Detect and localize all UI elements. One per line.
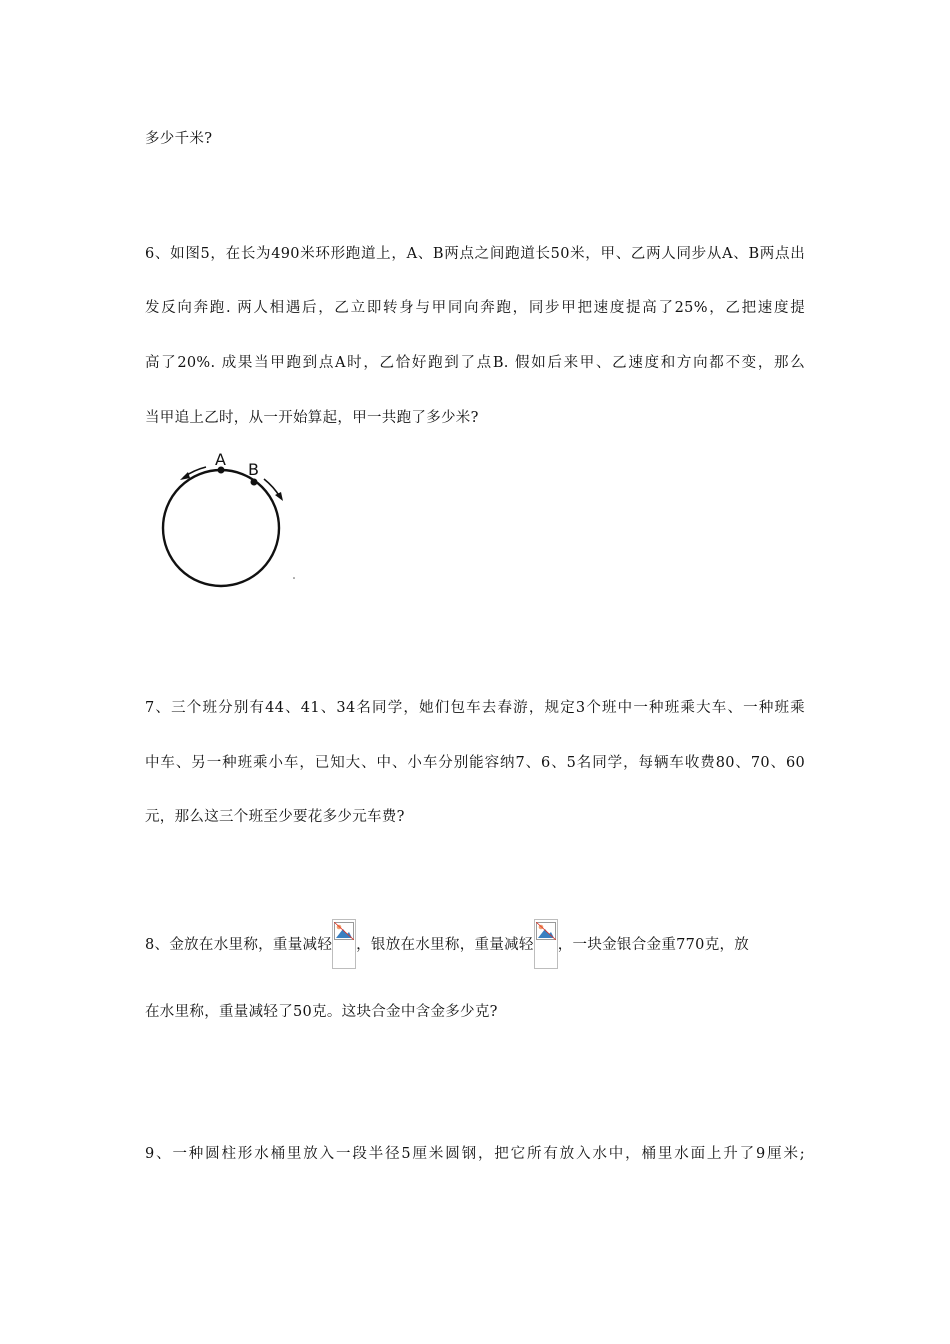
point-b-dot [251, 479, 258, 486]
question-8-text-2: ，银放在水里称，重量减轻 [356, 937, 534, 953]
question-8-line-1 [145, 935, 805, 969]
question-7-line-2: 中车、另一种班乘小车，已知大、中、小车分别能容纳7、6、5名同学，每辆车收费80、70、60 [145, 755, 805, 771]
text-line-continuation: 多少千米? [145, 131, 213, 147]
question-6-line-3: 高了20%. 成果当甲跑到点A时，乙恰好跑到了点B. 假如后来甲、乙速度和方向都不变，那么 [145, 355, 805, 371]
question-6-line-4: 当甲追上乙时，从一开始算起，甲一共跑了多少米? [145, 410, 479, 426]
track-figure [150, 445, 310, 595]
broken-image-icon [536, 922, 556, 940]
broken-image-icon [334, 922, 354, 940]
track-circle-icon [163, 470, 279, 586]
stray-dot [293, 577, 295, 579]
broken-image-placeholder-2 [534, 919, 558, 969]
arrow-b-head-icon [275, 492, 283, 501]
point-a-label: A [215, 450, 226, 469]
question-8-text-1: 8、金放在水里称，重量减轻 [145, 937, 333, 953]
question-7-line-1: 7、三个班分别有44、41、34名同学，她们包车去春游，规定3个班中一种班乘大车、一种班乘 [145, 700, 805, 716]
broken-image-placeholder-1 [332, 919, 356, 969]
point-b-label: B [248, 460, 259, 479]
question-8-line-2: 在水里称，重量减轻了50克。这块合金中含金多少克? [145, 1004, 498, 1020]
question-7-line-3: 元，那么这三个班至少要花多少元车费? [145, 809, 405, 825]
question-6-line-1: 6、如图5，在长为490米环形跑道上，A、B两点之间跑道长50米，甲、乙两人同步从A、B两点出 [145, 246, 805, 262]
question-9-line-1: 9、一种圆柱形水桶里放入一段半径5厘米圆钢，把它所有放入水中，桶里水面上升了9厘米; [145, 1146, 805, 1162]
question-8-text-3: ，一块金银合金重770克，放 [557, 937, 750, 953]
question-6-line-2: 发反向奔跑. 两人相遇后，乙立即转身与甲同向奔跑，同步甲把速度提高了25%，乙把速度提 [145, 300, 805, 316]
